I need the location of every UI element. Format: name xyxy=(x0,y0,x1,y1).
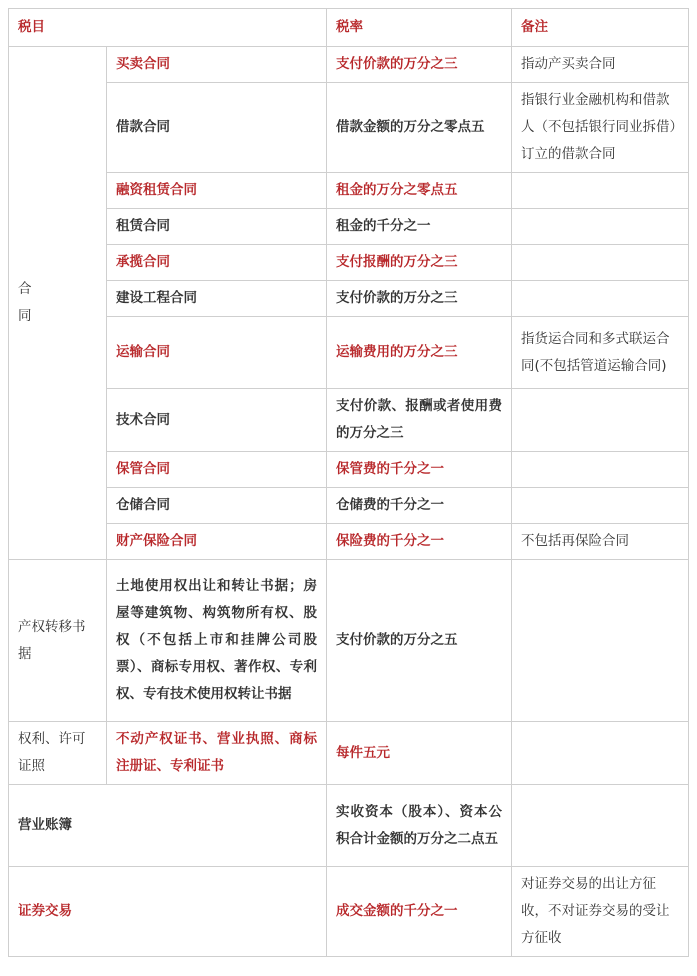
rate-cell: 运输费用的万分之三 xyxy=(327,317,512,389)
header-row xyxy=(9,9,689,47)
item-cell: 营业账簿 xyxy=(9,785,327,867)
note-cell xyxy=(512,488,689,524)
header-note: 备注 xyxy=(512,9,689,47)
table-row xyxy=(9,452,689,488)
note-cell: 指动产买卖合同 xyxy=(512,47,689,83)
rate-cell: 保管费的千分之一 xyxy=(327,452,512,488)
note-cell xyxy=(512,722,689,785)
note-cell xyxy=(512,245,689,281)
item-cell: 土地使用权出让和转让书据；房屋等建筑物、构筑物所有权、股权（不包括上市和挂牌公司股票）、商标专用权、著作权、专利权、专有技术使用权转让书据 xyxy=(107,560,327,722)
table-row xyxy=(9,83,689,173)
rate-cell: 保险费的千分之一 xyxy=(327,524,512,560)
note-cell xyxy=(512,209,689,245)
table-row xyxy=(9,245,689,281)
note-cell xyxy=(512,281,689,317)
rate-cell: 成交金额的千分之一 xyxy=(327,867,512,957)
table-row xyxy=(9,488,689,524)
note-cell xyxy=(512,389,689,452)
item-cell: 运输合同 xyxy=(107,317,327,389)
category-cell: 权利、许可证照 xyxy=(9,722,107,785)
note-cell xyxy=(512,452,689,488)
item-cell: 承揽合同 xyxy=(107,245,327,281)
item-cell: 财产保险合同 xyxy=(107,524,327,560)
rate-cell: 支付价款、报酬或者使用费的万分之三 xyxy=(327,389,512,452)
note-cell: 指银行业金融机构和借款人（不包括银行同业拆借）订立的借款合同 xyxy=(512,83,689,173)
category-cell: 合同 xyxy=(9,47,107,560)
rate-cell: 支付价款的万分之三 xyxy=(327,281,512,317)
item-cell: 不动产权证书、营业执照、商标注册证、专利证书 xyxy=(107,722,327,785)
note-cell: 不包括再保险合同 xyxy=(512,524,689,560)
table-row xyxy=(9,209,689,245)
rate-cell: 借款金额的万分之零点五 xyxy=(327,83,512,173)
item-cell: 建设工程合同 xyxy=(107,281,327,317)
category-cell: 产权转移书据 xyxy=(9,560,107,722)
rate-cell: 支付价款的万分之三 xyxy=(327,47,512,83)
table-row xyxy=(9,785,689,867)
table-row xyxy=(9,173,689,209)
item-cell: 借款合同 xyxy=(107,83,327,173)
header-item: 税目 xyxy=(9,9,327,47)
item-cell: 买卖合同 xyxy=(107,47,327,83)
table-row xyxy=(9,722,689,785)
item-cell: 租赁合同 xyxy=(107,209,327,245)
rate-cell: 仓储费的千分之一 xyxy=(327,488,512,524)
item-cell: 融资租赁合同 xyxy=(107,173,327,209)
item-cell: 保管合同 xyxy=(107,452,327,488)
note-cell xyxy=(512,560,689,722)
rate-cell: 租金的万分之零点五 xyxy=(327,173,512,209)
stamp-tax-rate-table xyxy=(8,8,689,957)
table-row xyxy=(9,317,689,389)
rate-cell: 支付报酬的万分之三 xyxy=(327,245,512,281)
table-row xyxy=(9,867,689,957)
note-cell xyxy=(512,785,689,867)
item-cell: 仓储合同 xyxy=(107,488,327,524)
item-cell: 证券交易 xyxy=(9,867,327,957)
header-rate: 税率 xyxy=(327,9,512,47)
table-row xyxy=(9,524,689,560)
rate-cell: 实收资本（股本）、资本公积合计金额的万分之二点五 xyxy=(327,785,512,867)
table-row xyxy=(9,560,689,722)
table-row xyxy=(9,389,689,452)
item-cell: 技术合同 xyxy=(107,389,327,452)
rate-cell: 每件五元 xyxy=(327,722,512,785)
rate-cell: 支付价款的万分之五 xyxy=(327,560,512,722)
table-row xyxy=(9,47,689,83)
note-cell: 对证券交易的出让方征收，不对证券交易的受让方征收 xyxy=(512,867,689,957)
note-cell: 指货运合同和多式联运合同(不包括管道运输合同) xyxy=(512,317,689,389)
table-row xyxy=(9,281,689,317)
note-cell xyxy=(512,173,689,209)
rate-cell: 租金的千分之一 xyxy=(327,209,512,245)
